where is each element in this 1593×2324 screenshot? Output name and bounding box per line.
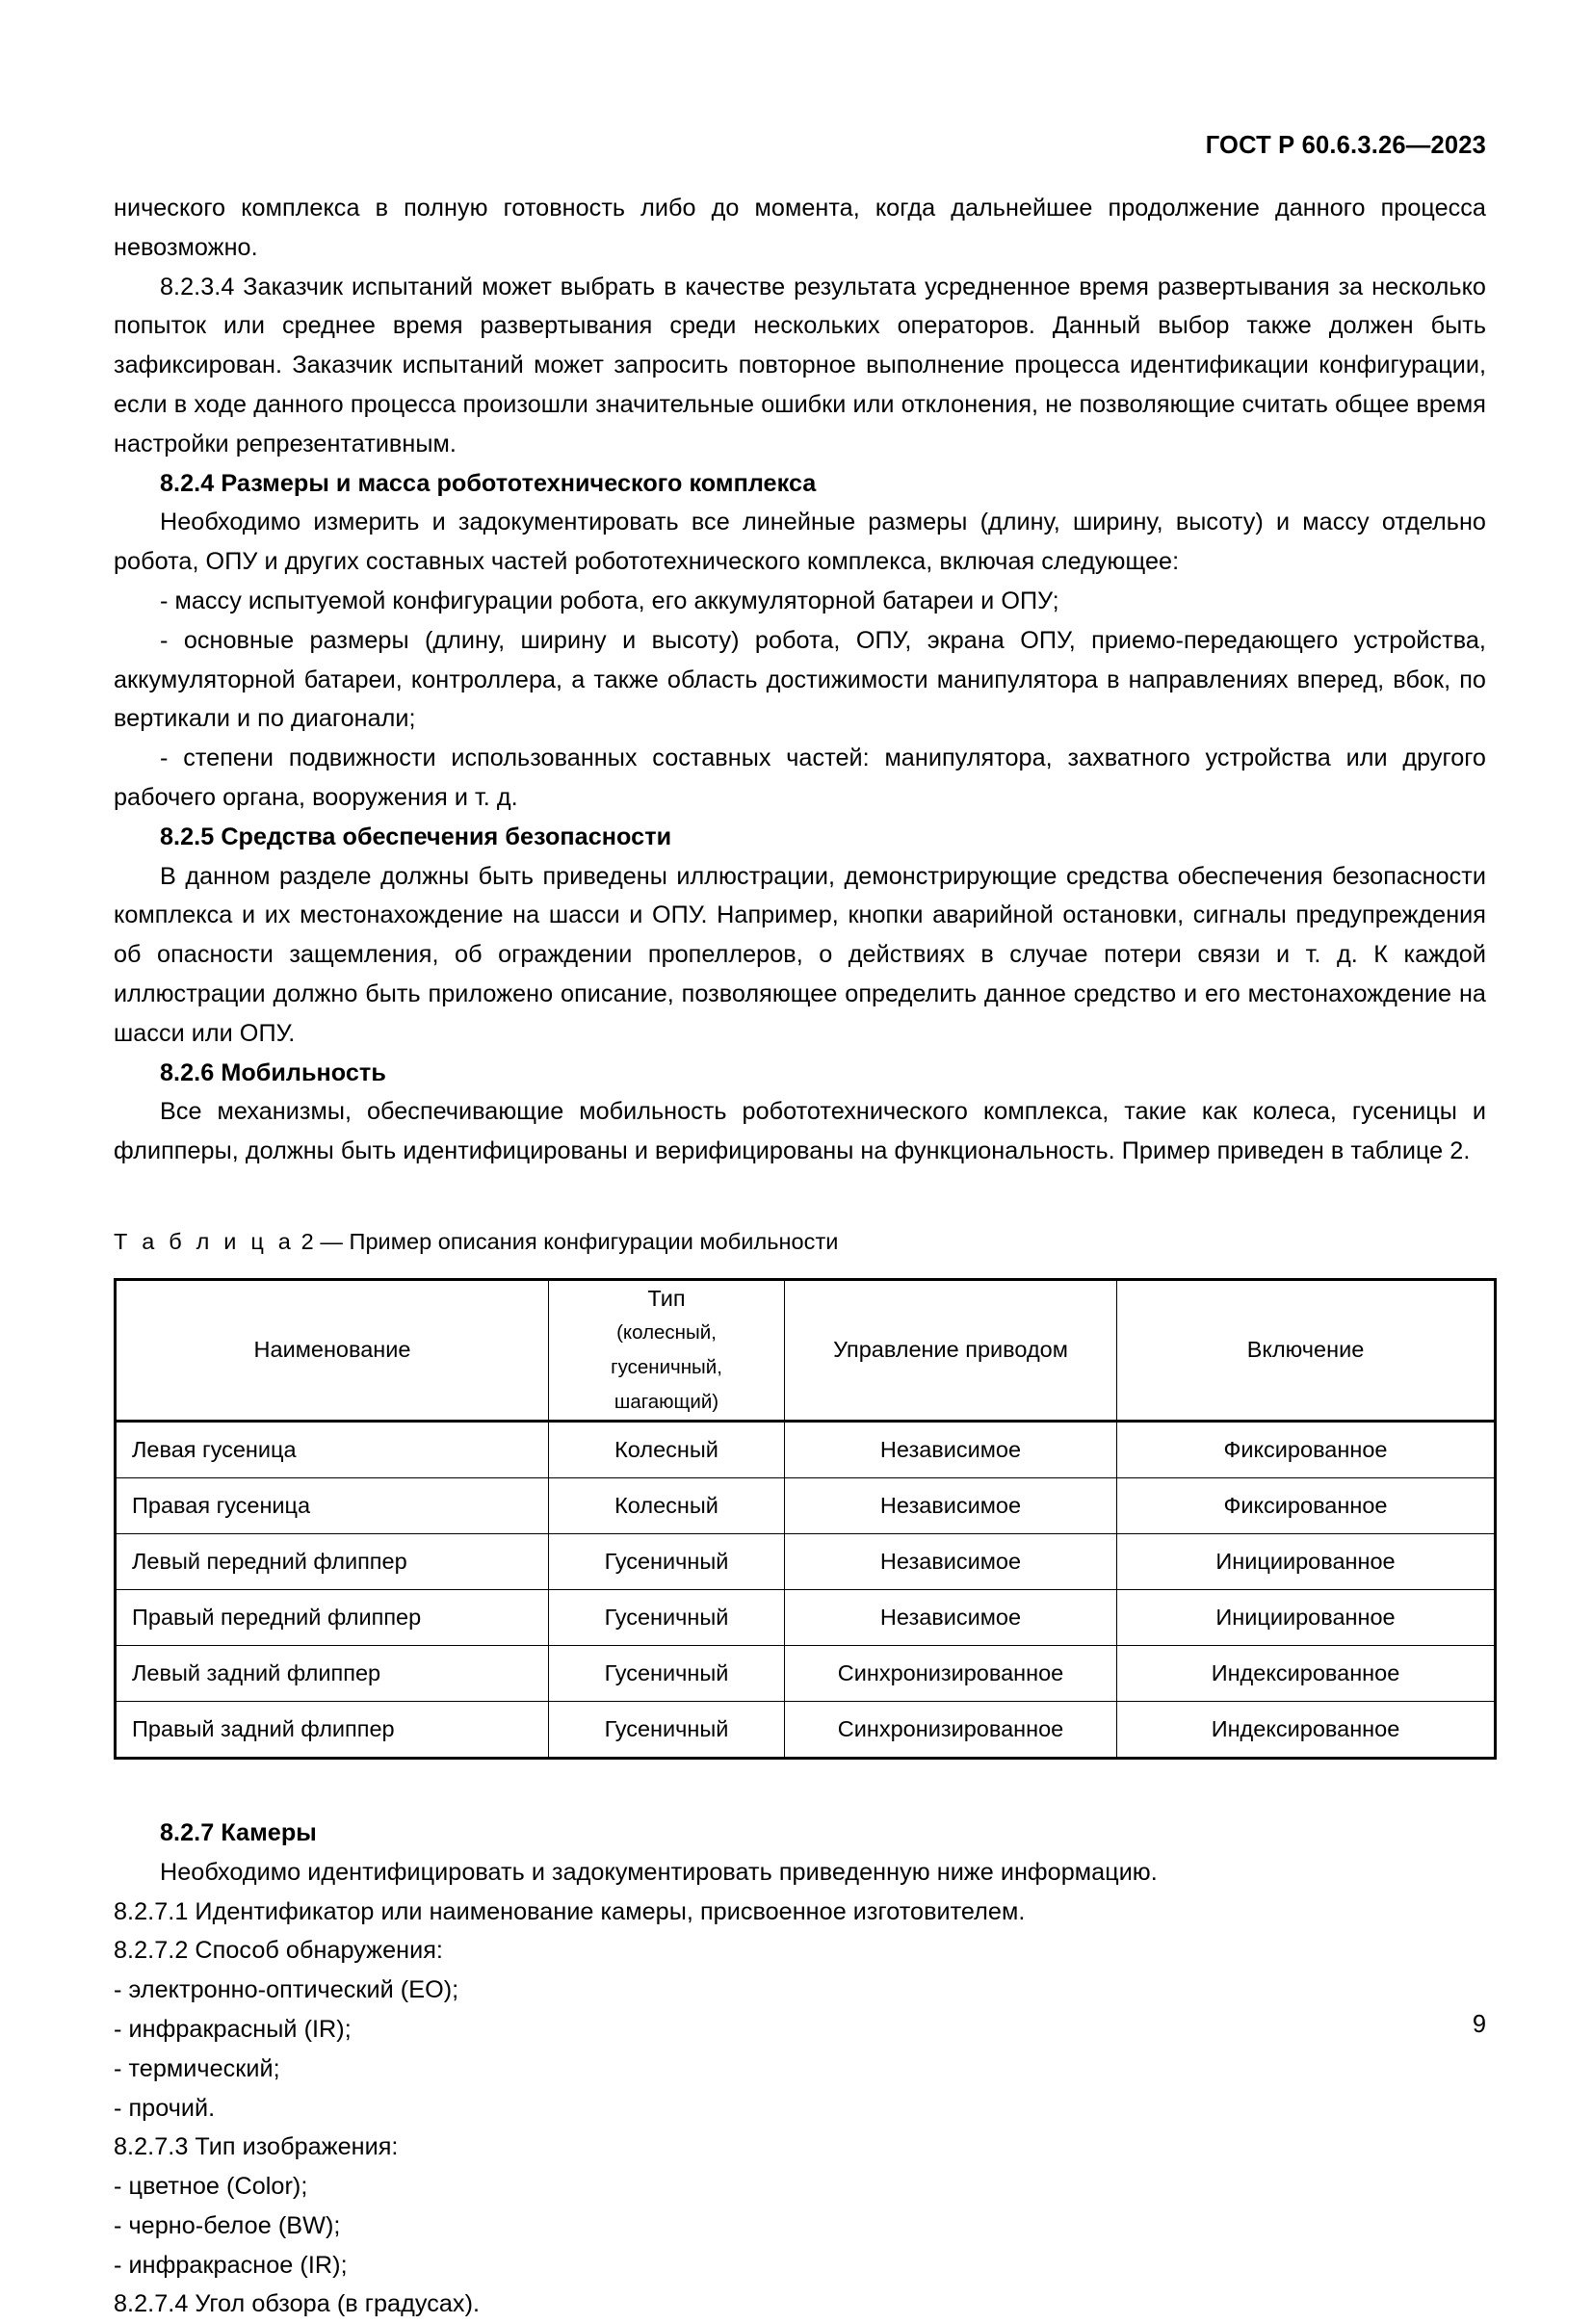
cell-engage: Индексированное — [1117, 1701, 1496, 1758]
page-number: 9 — [1472, 2011, 1486, 2038]
mobility-configuration-table — [114, 1278, 1497, 1760]
cell-engage: Фиксированное — [1117, 1477, 1496, 1533]
table-row — [116, 1589, 1496, 1645]
table-caption — [114, 1225, 1486, 1258]
spacer-before-table-caption — [114, 1171, 1486, 1225]
cell-type: Гусеничный — [549, 1645, 785, 1701]
heading-8-2-7: 8.2.7 Камеры — [160, 1818, 317, 1846]
cell-drive: Независимое — [785, 1589, 1117, 1645]
table-header-type-line4: шагающий) — [614, 1390, 719, 1413]
paragraph-8-2-6: Все механизмы, обеспечивающие мобильность робототехнического комплекса, такие как колеса, гусеницы и флипперы, должны быть идентифицированы и верифицированы на функциональность. Пример приведен в таблице 2. — [114, 1098, 1486, 1165]
paragraph-continued: нического комплекса в полную готовность либо до момента, когда дальнейшее продолжение данного процесса невозможно. — [114, 195, 1486, 261]
item-8-2-7-4: 8.2.7.4 Угол обзора (в градусах). — [114, 2290, 481, 2318]
cell-drive: Независимое — [785, 1477, 1117, 1533]
bullet-detection-other: - прочий. — [114, 2094, 216, 2122]
bullet-detection-infrared: - инфракрасный (IR); — [114, 2015, 352, 2043]
table-header-row — [116, 1279, 1496, 1421]
paragraph-8-2-5: В данном разделе должны быть приведены иллюстрации, демонстрирующие средства обеспечения безопасности комплекса и их местонахождение на шасси и ОПУ. Например, кнопки аварийной остановки, сигналы предупреждения об опасности защемления, об ограждении пропеллеров, о действиях в случае потери связи и т. д. К каждой иллюстрации должно быть приложено описание, позволяющее определить данное средство и его местонахождение на шасси или ОПУ. — [114, 862, 1486, 1047]
cell-type: Колесный — [549, 1477, 785, 1533]
table-header-type-line3: гусеничный, — [611, 1355, 722, 1378]
table-header-cell-type — [549, 1279, 785, 1421]
spacer-after-table — [114, 1760, 1486, 1814]
table-caption-number: 2 — [300, 1228, 314, 1254]
heading-8-2-6: 8.2.6 Мобильность — [160, 1058, 386, 1086]
cell-engage: Инициированное — [1117, 1533, 1496, 1589]
cell-name: Левая гусеница — [116, 1421, 549, 1477]
paragraph-8-2-4-intro: Необходимо измерить и задокументировать все линейные размеры (длину, ширину, высоту) и массу отдельно робота, ОПУ и других составных частей робототехнического комплекса, включая следующее: — [114, 509, 1486, 576]
cell-name: Правый передний флиппер — [116, 1589, 549, 1645]
item-8-2-7-1: 8.2.7.1 Идентификатор или наименование камеры, присвоенное изготовителем. — [114, 1897, 1026, 1925]
cell-name: Левый передний флиппер — [116, 1533, 549, 1589]
cell-engage: Инициированное — [1117, 1589, 1496, 1645]
cell-name: Правый задний флиппер — [116, 1701, 549, 1758]
bullet-detection-thermal: - термический; — [114, 2054, 280, 2082]
cell-name: Правая гусеница — [116, 1477, 549, 1533]
table-row — [116, 1645, 1496, 1701]
bullet-detection-electro-optical: - электронно-оптический (EO); — [114, 1976, 459, 2004]
heading-8-2-5: 8.2.5 Средства обеспечения безопасности — [160, 823, 672, 850]
bullet-8-2-4-dimensions: - основные размеры (длину, ширину и высоту) робота, ОПУ, экрана ОПУ, приемо-передающего устройства, аккумуляторной батареи, контроллера, а также область достижимости манипулятора в направлениях вперед, вбок, по вертикали и по диагонали; — [114, 626, 1486, 733]
cell-type: Гусеничный — [549, 1701, 785, 1758]
table-header-cell-drive-control: Управление приводом — [785, 1279, 1117, 1421]
spacer-caption-to-table — [114, 1258, 1486, 1278]
cell-type: Колесный — [549, 1421, 785, 1477]
cell-engage: Индексированное — [1117, 1645, 1496, 1701]
bullet-image-type-infrared: - инфракрасное (IR); — [114, 2251, 348, 2279]
cell-type: Гусеничный — [549, 1589, 785, 1645]
table-row — [116, 1477, 1496, 1533]
table-caption-text: Пример описания конфигурации мобильности — [349, 1228, 839, 1254]
table-header-type-line1: Тип — [647, 1285, 686, 1311]
cell-drive: Независимое — [785, 1421, 1117, 1477]
table-header-cell-name: Наименование — [116, 1279, 549, 1421]
item-8-2-7-2: 8.2.7.2 Способ обнаружения: — [114, 1937, 443, 1965]
table-header-type-line2: (колесный, — [616, 1320, 717, 1344]
table-row — [116, 1701, 1496, 1758]
heading-8-2-4: 8.2.4 Размеры и масса робототехнического комплекса — [160, 469, 817, 497]
cell-name: Левый задний флиппер — [116, 1645, 549, 1701]
bullet-8-2-4-mass: - массу испытуемой конфигурации робота, его аккумуляторной батареи и ОПУ; — [160, 587, 1059, 614]
page-content — [114, 189, 1486, 2324]
paragraph-8-2-3-4: 8.2.3.4 Заказчик испытаний может выбрать в качестве результата усредненное время развертывания за несколько попыток или среднее время развертывания среди нескольких операторов. Данный выбор также должен быть зафиксирован. Заказчик испытаний может запросить повторное выполнение процесса идентификации конфигурации, если в ходе данного процесса произошли значительные ошибки или отклонения, не позволяющие считать общее время настройки репрезентативным. — [114, 273, 1486, 457]
table-body — [116, 1421, 1496, 1758]
cell-type: Гусеничный — [549, 1533, 785, 1589]
cell-drive: Синхронизированное — [785, 1701, 1117, 1758]
running-header-standard-number: ГОСТ Р 60.6.3.26—2023 — [1205, 132, 1486, 159]
table-caption-label: Т а б л и ц а — [114, 1228, 296, 1254]
table-row — [116, 1533, 1496, 1589]
cell-drive: Синхронизированное — [785, 1645, 1117, 1701]
item-8-2-7-3: 8.2.7.3 Тип изображения: — [114, 2133, 399, 2161]
bullet-image-type-bw: - черно-белое (BW); — [114, 2211, 341, 2239]
paragraph-8-2-7-intro: Необходимо идентифицировать и задокументировать приведенную ниже информацию. — [160, 1858, 1158, 1886]
cell-drive: Независимое — [785, 1533, 1117, 1589]
table-row — [116, 1421, 1496, 1477]
cell-engage: Фиксированное — [1117, 1421, 1496, 1477]
table-header — [116, 1279, 1496, 1421]
bullet-8-2-4-mobility-degrees: - степени подвижности использованных составных частей: манипулятора, захватного устройства или другого рабочего органа, вооружения и т. д. — [114, 744, 1486, 811]
bullet-image-type-color: - цветное (Color); — [114, 2173, 308, 2201]
table-header-cell-engagement: Включение — [1117, 1279, 1496, 1421]
table-caption-dash: — — [320, 1228, 343, 1254]
